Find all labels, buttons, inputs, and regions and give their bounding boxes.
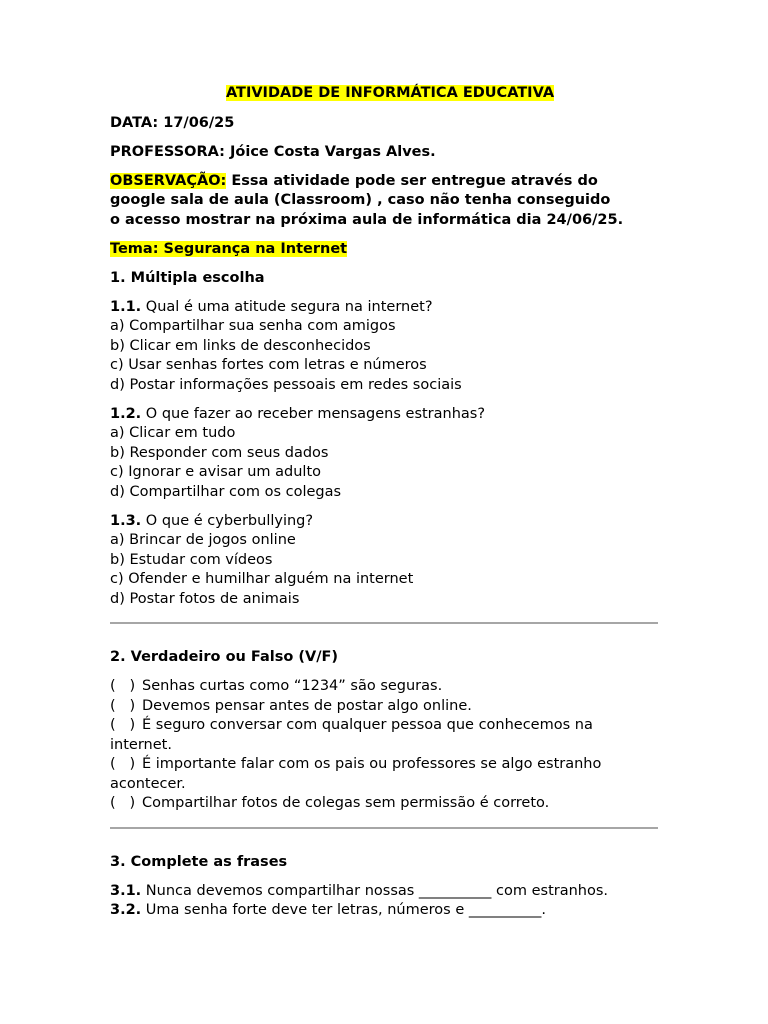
item-number: 3.1. xyxy=(110,882,142,899)
observation-text-1: Essa atividade pode ser entregue através do xyxy=(226,172,598,189)
question-text: O que é cyberbullying? xyxy=(141,512,314,529)
question-1-2-prompt xyxy=(110,405,670,425)
section3-heading: 3. Complete as frases xyxy=(110,853,288,870)
question-1-2 xyxy=(110,405,670,503)
question-1-1 xyxy=(110,298,670,396)
item-number: 3.2. xyxy=(110,902,142,918)
tf-item-4 xyxy=(110,755,670,775)
observation-paragraph xyxy=(110,172,670,231)
option-d: d) Postar fotos de animais xyxy=(110,590,300,607)
option-b: b) Clicar em links de desconhecidos xyxy=(110,337,371,354)
item-text: Nunca devemos compartilhar nossas __________ com estranhos. xyxy=(141,882,609,899)
question-number: 1.1. xyxy=(110,298,142,315)
option-a: a) Compartilhar sua senha com amigos xyxy=(110,318,396,334)
tf-item-5 xyxy=(110,794,670,814)
title-text: ATIVIDADE DE INFORMÁTICA EDUCATIVA xyxy=(225,85,555,101)
answer-blank: ( ) xyxy=(110,697,136,714)
true-false-list xyxy=(110,677,670,814)
document-title xyxy=(110,84,670,104)
tf-item-text: É importante falar com os pais ou professores se algo estranho xyxy=(142,756,602,772)
observation-line-1 xyxy=(110,172,670,192)
question-1-3 xyxy=(110,512,670,610)
option-d: d) Postar informações pessoais em redes sociais xyxy=(110,376,462,393)
teacher-line: PROFESSORA: Jóice Costa Vargas Alves. xyxy=(110,143,436,160)
observation-line-2: google sala de aula (Classroom) , caso não tenha conseguido xyxy=(110,192,611,208)
tf-item-text: Compartilhar fotos de colegas sem permissão é correto. xyxy=(142,795,550,811)
option-b: b) Estudar com vídeos xyxy=(110,551,273,568)
question-number: 1.2. xyxy=(110,405,142,422)
answer-blank: ( ) xyxy=(110,756,136,772)
option-a: a) Brincar de jogos online xyxy=(110,532,296,548)
tf-item-text: Senhas curtas como “1234” são seguras. xyxy=(142,678,443,694)
option-c: c) Usar senhas fortes com letras e números xyxy=(110,357,427,373)
horizontal-divider-1 xyxy=(110,622,658,624)
question-text: O que fazer ao receber mensagens estranhas? xyxy=(141,405,486,422)
section1-heading: 1. Múltipla escolha xyxy=(110,269,265,286)
answer-blank: ( ) xyxy=(110,795,136,811)
question-1-1-prompt xyxy=(110,298,670,318)
option-c: c) Ignorar e avisar um adulto xyxy=(110,464,322,480)
tf-item-2 xyxy=(110,697,670,717)
section2-heading: 2. Verdadeiro ou Falso (V/F) xyxy=(110,649,339,665)
horizontal-divider-2 xyxy=(110,827,658,829)
option-c: c) Ofender e humilhar alguém na internet xyxy=(110,571,414,587)
question-1-3-prompt xyxy=(110,512,670,532)
option-d: d) Compartilhar com os colegas xyxy=(110,483,342,500)
option-a: a) Clicar em tudo xyxy=(110,425,236,441)
fill-in-list xyxy=(110,882,670,921)
item-text: Uma senha forte deve ter letras, números e __________. xyxy=(141,902,546,918)
fill-item-3-1 xyxy=(110,882,670,902)
answer-blank: ( ) xyxy=(110,717,136,733)
fill-item-3-2 xyxy=(110,901,670,921)
tf-item-3-continued: internet. xyxy=(110,736,172,753)
date-line: DATA: 17/06/25 xyxy=(110,114,235,131)
tf-item-1 xyxy=(110,677,670,697)
observation-line-3: o acesso mostrar na próxima aula de informática dia 24/06/25. xyxy=(110,211,624,228)
tf-item-3 xyxy=(110,716,670,736)
option-b: b) Responder com seus dados xyxy=(110,444,329,461)
theme-text: Tema: Segurança na Internet xyxy=(110,240,348,257)
document-body xyxy=(110,84,670,921)
tf-item-4-continued: acontecer. xyxy=(110,775,186,792)
answer-blank: ( ) xyxy=(110,678,136,694)
question-text: Qual é uma atitude segura na internet? xyxy=(141,298,433,315)
tf-item-text: É seguro conversar com qualquer pessoa que conhecemos na xyxy=(142,717,593,733)
question-number: 1.3. xyxy=(110,512,142,529)
tf-item-text: Devemos pensar antes de postar algo online. xyxy=(142,697,472,714)
theme-line xyxy=(110,240,670,260)
observation-label: OBSERVAÇÃO: xyxy=(110,172,227,189)
